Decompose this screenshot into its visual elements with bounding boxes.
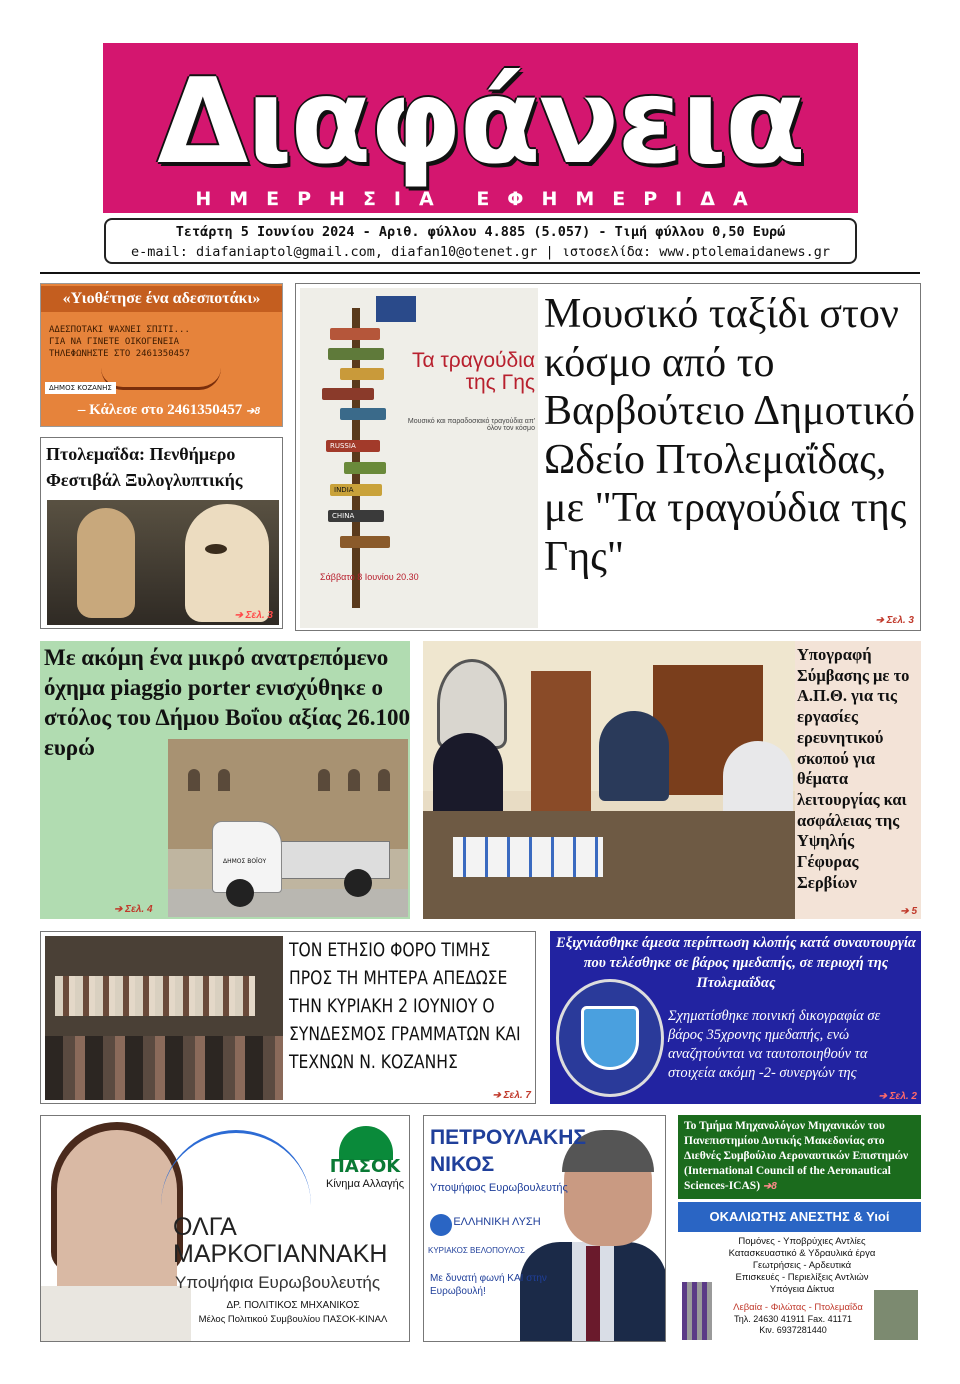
adopt-ad-line: ΤΗΛΕΦΩΝΗΣΤΕ ΣΤΟ 2461350457 [49, 349, 190, 359]
signpost-sign [340, 368, 384, 380]
building [168, 739, 408, 849]
sculpture-figure [77, 508, 135, 618]
party-name: ΕΛΛΗΝΙΚΗ ΛΥΣΗ [453, 1216, 541, 1228]
signpost-sign [328, 348, 384, 360]
candidate-blouse [41, 1286, 191, 1342]
business-phone: Τηλ. 24630 41911 Fax. 41171 [733, 1314, 853, 1324]
service-item: Πομόνες - Υποβρύχιες Αντλίες [738, 1236, 866, 1247]
header-rule [40, 272, 920, 274]
document-folders [453, 837, 603, 877]
university-headline[interactable]: Το Τμήμα Μηχανολόγων Μηχανικών του Πανεπιστημίου Δυτικής Μακεδονίας στο Διεθνές Συμβούλιο Αεροναυτικών Επιστημών (International Council of the Aeronautical Sciences-ICAS) ➔8 [684, 1120, 909, 1192]
person [433, 733, 503, 823]
issue-info-line: Τετάρτη 5 Ιουνίου 2024 - Αριθ. φύλλου 4.885 (5.057) - Τιμή φύλλου 0,50 Ευρώ [175, 224, 786, 240]
campaign-slogan: Με δυνατή φωνή ΚΑΙ στην Ευρωβουλή! [430, 1273, 547, 1297]
event-photo [45, 936, 283, 1100]
truck-wheel [344, 869, 372, 897]
mother-story[interactable] [40, 931, 536, 1104]
issue-info-box [104, 218, 857, 264]
service-item: Υπόγεια Δίκτυα [769, 1284, 835, 1295]
main-story[interactable] [295, 283, 921, 631]
sculpture-horse [185, 504, 269, 622]
adopt-ad-phone: – Κάλεσε στο 2461350457 [77, 402, 243, 418]
signpost-sign [322, 388, 374, 400]
page-ref[interactable]: ➔ Σελ. 3 [234, 610, 273, 621]
signpost-sign [340, 536, 390, 548]
candidate-name: ΟΛΓΑ ΜΑΡΚΟΓΙΑΝΝΑΚΗ [173, 1213, 388, 1268]
office-door [531, 671, 591, 811]
meeting-headline[interactable]: Υπογραφή Σύμβασης με το Α.Π.Θ. για τις εργασίες ερευνητικού σκοπού για θέματα λειτουργίας και ασφάλειας της Υψηλής Γέφυρας Σερβίων [797, 645, 910, 892]
party-leader: ΚΥΡΙΑΚΟΣ ΒΕΛΟΠΟΥΛΟΣ [428, 1246, 525, 1255]
signpost-sign [330, 328, 380, 340]
smile-decoration [101, 368, 221, 390]
candidate-role: Υποψήφιος Ευρωβουλευτής [430, 1182, 568, 1194]
adopt-ad-footer [41, 402, 282, 419]
adopt-ad-line: ΓΙΑ ΝΑ ΓΙΝΕΤΕ ΟΙΚΟΓΕΝΕΙΑ [49, 337, 180, 347]
truck-label: ΔΗΜΟΣ ΒΟΪΟΥ [223, 858, 267, 865]
contact-line[interactable]: e-mail: diafaniaptol@gmail.com, diafan10@otenet.gr | ιστοσελίδα: www.ptolemaidanews.gr [131, 244, 830, 260]
service-item: Επισκευές - Περιελίξεις Αντλιών [735, 1272, 869, 1283]
mother-headline[interactable]: ΤΟΝ ΕΤΗΣΙΟ ΦΟΡΟ ΤΙΜΗΣ ΠΡΟΣ ΤΗ ΜΗΤΕΡΑ ΑΠΕΔΩΣΕ ΤΗΝ ΚΥΡΙΑΚΗ 2 ΙΟΥΝΙΟΥ Ο ΣΥΝΔΕΣΜΟΣ ΓΡΑΜΜΑΤΩΝ ΚΑΙ ΤΕΧΝΩΝ Ν. ΚΟΖΑΝΗΣ [289, 939, 521, 1073]
signpost-sign: INDIA [330, 484, 382, 496]
page-ref[interactable]: ➔8 [246, 406, 260, 417]
signpost-sign [344, 462, 386, 474]
candidate-name: ΠΕΤΡΟΥΛΑΚΗΣ ΝΙΚΟΣ [430, 1126, 586, 1176]
police-body: Σχηματίσθηκε ποινική δικογραφία σε βάρος 35χρονης ημεδαπής, ενώ αναζητούνται να ταυτοποιηθούν τα στοιχεία ακόμη -2- συνεργών της [668, 1008, 881, 1081]
poster-date: Σάββατο 8 Ιουνίου 20.30 [320, 572, 419, 582]
person [599, 711, 669, 801]
signpost-sign: RUSSIA [326, 440, 380, 452]
municipality-logo: ΔΗΜΟΣ ΚΟΖΑΝΗΣ [45, 382, 116, 394]
festival-headline: Πτολεμαΐδα: Πενθήμερο Φεστιβάλ Ξυλογλυπτικής [46, 444, 243, 490]
tank-image [874, 1290, 918, 1340]
adopt-ad-line: ΑΔΕΣΠΟΤΑΚΙ ΨΑΧΝΕΙ ΣΠΙΤΙ... [49, 325, 190, 335]
business-name: ΟΚΑΛΙΩΤΗΣ ΑΝΕΣΤΗΣ & Υιοί [678, 1202, 921, 1232]
page-ref[interactable]: ➔ Σελ. 7 [492, 1090, 531, 1101]
main-headline[interactable]: Μουσικό ταξίδι στον κόσμο από το Βαρβούτειο Δημοτικό Ωδείο Πτολεμαΐδας, με "Τα τραγούδια της Γης" [544, 291, 916, 580]
newspaper-title: Διαφάνεια [157, 52, 804, 190]
page-ref[interactable]: ➔ Σελ. 2 [878, 1091, 917, 1102]
conservatory-logo [376, 296, 416, 322]
service-list [688, 1236, 916, 1296]
candidate-tie [586, 1246, 600, 1342]
police-story[interactable] [550, 931, 921, 1104]
building-window [188, 769, 200, 791]
university-story[interactable] [678, 1115, 921, 1199]
party-name: ΠΑΣΟΚ [329, 1156, 401, 1177]
page-ref[interactable]: 8 [771, 1181, 777, 1192]
building-window [378, 769, 390, 791]
audience [45, 1036, 283, 1100]
business-mobile: Κιν. 6937281440 [759, 1325, 827, 1335]
adopt-ad-body [49, 324, 277, 360]
building-window [318, 769, 330, 791]
newspaper-subtitle: ΗΜΕΡΗΣΙΑ ΕΦΗΜΕΡΙΔΑ [195, 188, 766, 210]
arc-decoration [161, 1130, 311, 1210]
business-location: Λεβαία - Φιλώτας - Πτολεμαΐδα [733, 1302, 863, 1313]
woodcarving-photo [47, 500, 279, 625]
candidate-title: ΔΡ. ΠΟΛΙΤΙΚΟΣ ΜΗΧΑΝΙΚΟΣ [226, 1300, 360, 1311]
pasok-sun-icon [339, 1126, 393, 1160]
candidate-ad-olga[interactable] [40, 1115, 410, 1342]
choir [55, 976, 255, 1016]
candidate-ad-petroulakis[interactable] [423, 1115, 666, 1342]
police-badge-icon [556, 979, 664, 1097]
building-window [218, 769, 230, 791]
service-item: Γεωτρήσεις - Αρδευτικά [752, 1260, 852, 1271]
piaggio-story[interactable] [40, 641, 410, 919]
building-window [348, 769, 360, 791]
page-ref[interactable]: ➔ 5 [900, 906, 917, 917]
concert-poster [300, 288, 538, 628]
meeting-story[interactable] [423, 641, 921, 919]
okaliotis-ad[interactable] [678, 1202, 921, 1342]
signpost-sign [340, 408, 386, 420]
service-item: Κατασκευαστικό & Υδραυλικά έργα [728, 1248, 876, 1259]
business-contact [708, 1314, 878, 1336]
police-headline[interactable]: Εξιχνιάσθηκε άμεσα περίπτωση κλοπής κατά συναυτουργία που τελέσθηκε σε βάρος ημεδαπής, σε περιοχή της Πτολεμαΐδας [556, 935, 916, 991]
page-ref[interactable]: ➔ Σελ. 4 [114, 904, 153, 915]
ground [168, 889, 408, 917]
truck-photo [168, 739, 408, 917]
candidate-position: Μέλος Πολιτικού Συμβουλίου ΠΑΣΟΚ-ΚΙΝΑΛ [198, 1314, 388, 1325]
festival-story[interactable] [40, 437, 283, 629]
adopt-ad-header: «Υιοθέτησε ένα αδεσποτάκι» [41, 286, 282, 312]
truck-bed [280, 841, 390, 879]
candidate-role: Υποψήφια Ευρωβουλευτής [175, 1273, 381, 1292]
poster-subtitle: Μουσικό και παραδοσιακό τραγούδια απ' όλον τον κόσμο [407, 418, 535, 432]
masthead [103, 43, 858, 213]
page-ref[interactable]: ➔ Σελ. 3 [875, 615, 914, 626]
adopt-ad[interactable] [40, 283, 283, 427]
poster-title: Τα τραγούδια της Γης [411, 349, 535, 394]
police-shield-icon [581, 1006, 639, 1070]
piaggio-headline[interactable]: Με ακόμη ένα μικρό ανατρεπόμενο όχημα piaggio porter ενισχύθηκε ο στόλος του Δήμου Βοΐου αξίας 26.100 ευρώ [44, 645, 411, 760]
meeting-photo [423, 641, 795, 919]
party-subtitle: Κίνημα Αλλαγής [326, 1178, 404, 1190]
truck-wheel [226, 879, 254, 907]
party-logo-icon [430, 1214, 452, 1236]
signpost-sign: CHINA [328, 510, 384, 522]
